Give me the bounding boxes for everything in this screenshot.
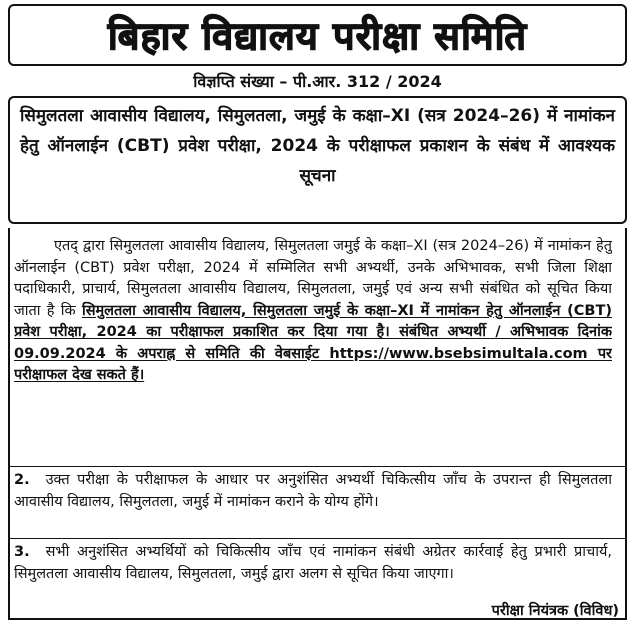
divider: [8, 538, 627, 539]
paragraph-1-intro: एतद् द्वारा सिमुलतला आवासीय विद्यालय, सिमुलतला जमुई के कक्षा–XI (सत्र 2024–26) में नामांकन हेतु ऑनलाईन (CBT) प्रवेश परीक्षा, 2024 में सम्मिलित सभी अभ्यर्थी, उनके अभिभावक, सभी जिला शिक्षा पदाधिकारी, प्राचार्य, सिमुलतला आवासीय विद्यालय, सिमुलतला, जमुई एवं अन्य सभी संबंधित को सूचित किया जाता है कि: [14, 238, 612, 319]
paragraph-3: [14, 542, 612, 608]
notice-number: विज्ञप्ति संख्या – पी.आर. 312 / 2024: [193, 72, 442, 91]
paragraph-2-number: 2.: [14, 472, 30, 488]
subject-box: सिमुलतला आवासीय विद्यालय, सिमुलतला, जमुई के कक्षा–XI (सत्र 2024–26) में नामांकन हेतु ऑनलाईन (CBT) प्रवेश परीक्षा, 2024 के परीक्षाफल प्रकाशन के संबंध में आवश्यक सूचना: [8, 96, 627, 224]
paragraph-2: [14, 470, 612, 536]
paragraph-1-result-announcement: सिमुलतला आवासीय विद्यालय, सिमुलतला जमुई के कक्षा–XI में नामांकन हेतु ऑनलाईन (CBT) प्रवेश परीक्षा, 2024 का परीक्षाफल प्रकाशित कर दिया गया है। संबंधित अभ्यर्थी / अभिभावक दिनांक 09.09.2024 के अपराह्न से समिति की वेबसाईट https://www.bsebsimultala.com पर परीक्षाफल देख सकते हैं।: [14, 302, 612, 383]
paragraph-3-text: सभी अनुशंसित अभ्यर्थियों को चिकित्सीय जाँच एवं नामांकन संबंधी अग्रेतर कार्रवाई हेतु प्रभारी प्राचार्य, सिमुलतला आवासीय विद्यालय, सिमुलतला, जमुई द्वारा अलग से सूचित किया जाएगा।: [14, 544, 612, 582]
paragraph-3-number: 3.: [14, 544, 30, 560]
paragraph-1: [14, 236, 612, 466]
paragraph-2-text: उक्त परीक्षा के परीक्षाफल के आधार पर अनुशंसित अभ्यर्थी चिकित्सीय जाँच के उपरान्त ही सिमुलतला आवासीय विद्यालय, सिमुलतला, जमुई में नामांकन कराने के योग्य होंगे।: [14, 472, 612, 510]
board-title: बिहार विद्यालय परीक्षा समिति: [107, 14, 528, 58]
masthead: [8, 4, 627, 66]
signature: परीक्षा नियंत्रक (विविध): [491, 603, 619, 619]
divider: [8, 466, 627, 467]
